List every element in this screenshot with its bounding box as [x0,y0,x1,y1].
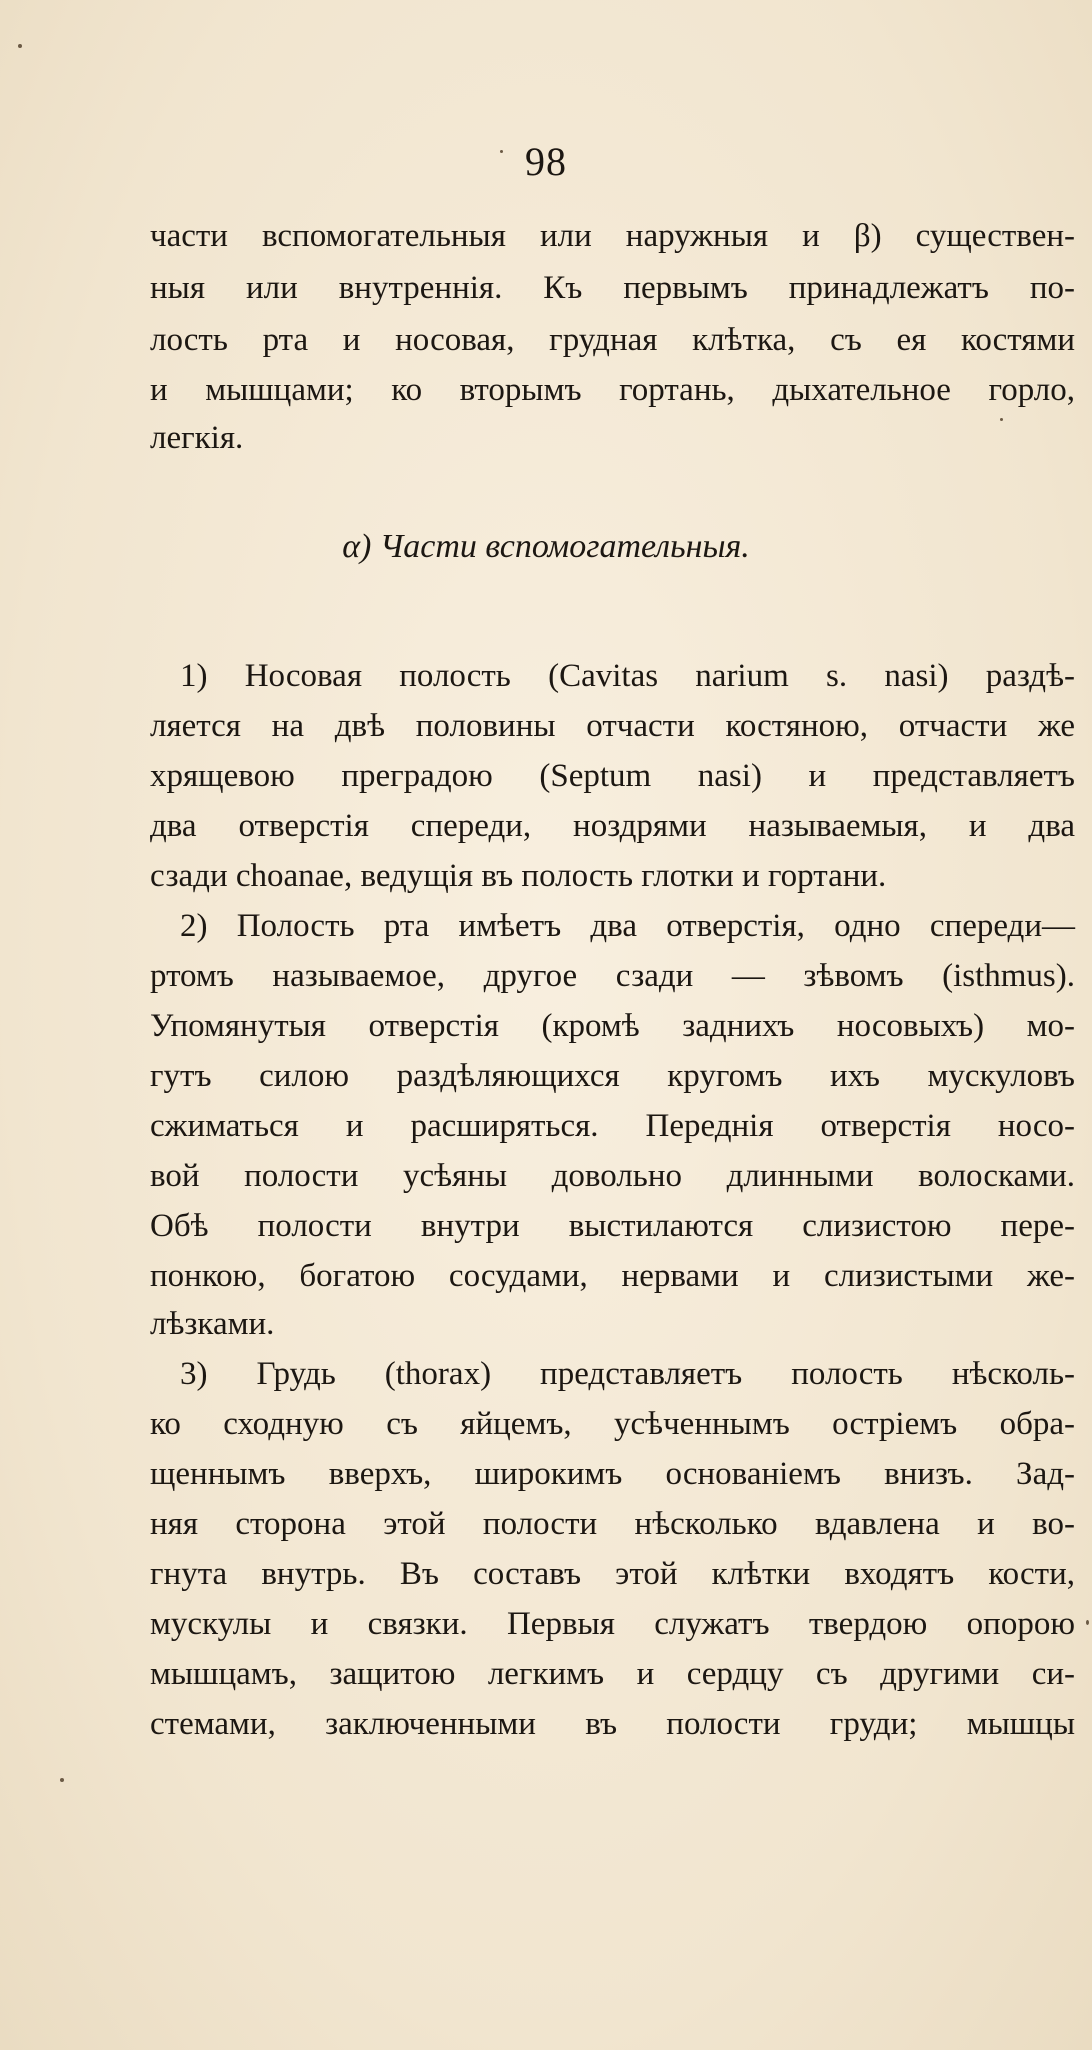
text-line: щеннымъ вверхъ, широкимъ основаніемъ внизъ. Зад- [150,1456,1075,1492]
text-line: лѣзками. [150,1306,275,1342]
page-number: 98 [525,139,567,184]
paper-speck [1000,418,1003,421]
text-line: няя сторона этой полости нѣсколько вдавлена и во- [150,1506,1075,1542]
text-line: сзади choanae, ведущія въ полость глотки и гортани. [150,858,887,894]
text-line: 1) Носовая полость (Cavitas narium s. nasi) раздѣ- [180,658,1075,694]
text-line: гнута внутрь. Въ составъ этой клѣтки входятъ кости, [150,1556,1075,1592]
text-line: вой полости усѣяны довольно длинными волосками. [150,1158,1075,1194]
text-line: ко сходную съ яйцемъ, усѣченнымъ остріемъ обра- [150,1406,1075,1442]
text-line: понкою, богатою сосудами, нервами и слизистыми же- [150,1258,1075,1294]
text-line: гутъ силою раздѣляющихся кругомъ ихъ мускуловъ [150,1058,1075,1094]
text-line: хрящевою преградою (Septum nasi) и представляетъ [150,758,1075,794]
text-line: ртомъ называемое, другое сзади — зѣвомъ (isthmus). [150,958,1075,994]
text-line: 3) Грудь (thorax) представляетъ полость нѣсколь- [180,1356,1075,1392]
text-line: два отверстія спереди, ноздрями называемыя, и два [150,808,1075,844]
text-line: ляется на двѣ половины отчасти костяною, отчасти же [150,708,1075,744]
text-line: мускулы и связки. Первыя служатъ твердою опорою [150,1606,1075,1642]
paper-speck [18,44,22,48]
paper-speck [500,150,503,153]
text-line: Упомянутыя отверстія (кромѣ заднихъ носовыхъ) мо- [150,1008,1075,1044]
text-line: части вспомогательныя или наружныя и β) существен- [150,218,1075,254]
text-line: ныя или внутреннія. Къ первымъ принадлежатъ по- [150,270,1075,306]
text-line: стемами, заключенными въ полости груди; мышцы [150,1706,1075,1742]
text-line: и мышцами; ко вторымъ гортань, дыхательное горло, [150,372,1075,408]
text-line: лость рта и носовая, грудная клѣтка, съ ея костями [150,322,1075,358]
text-line: 2) Полость рта имѣетъ два отверстія, одно спереди— [180,908,1075,944]
text-line: легкія. [150,420,244,456]
text-line: сжиматься и расширяться. Переднія отверстія носо- [150,1108,1075,1144]
paper-speck [1086,1620,1089,1625]
text-line: мышцамъ, защитою легкимъ и сердцу съ другими си- [150,1656,1075,1692]
section-heading: α) Части вспомогательныя. [342,528,750,565]
text-line: Обѣ полости внутри выстилаются слизистою пере- [150,1208,1075,1244]
paper-speck [60,1778,64,1782]
